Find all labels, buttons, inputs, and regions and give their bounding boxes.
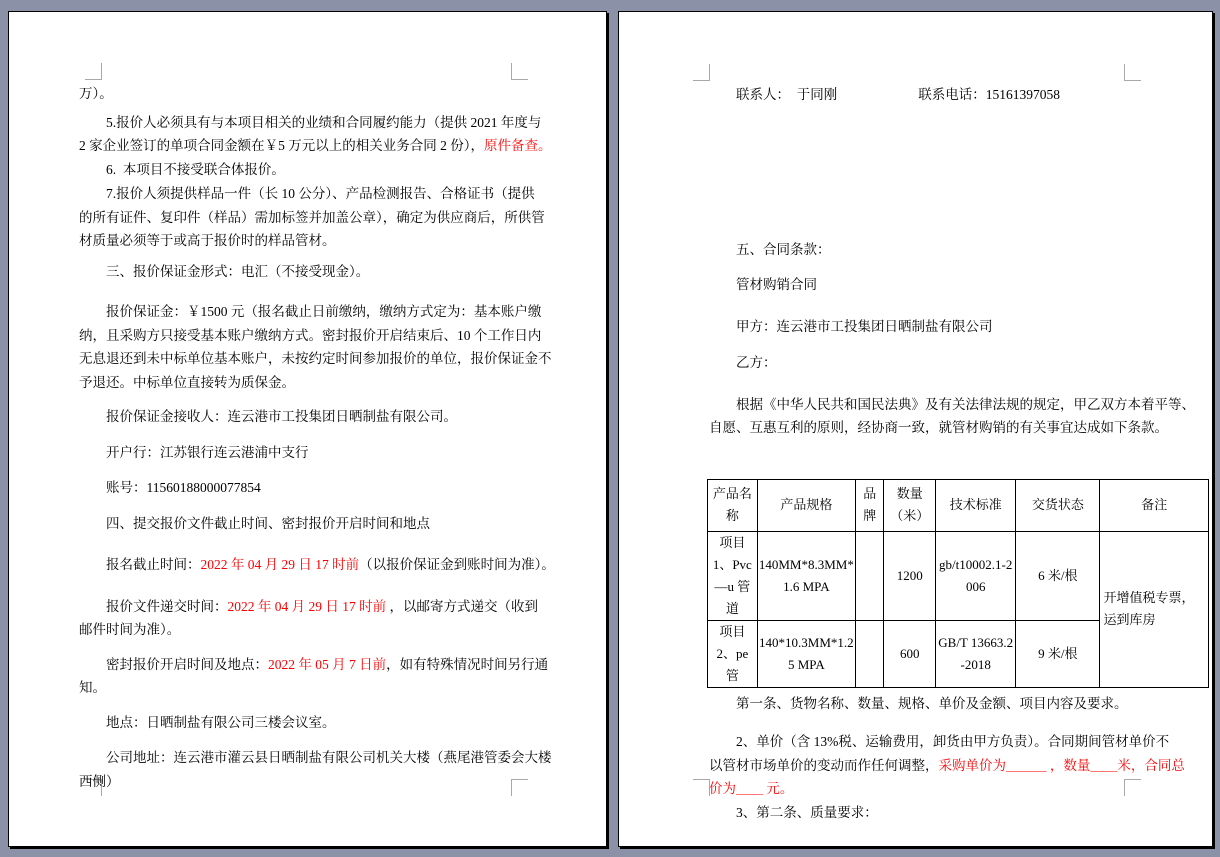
- text-line: [79, 512, 539, 536]
- table-cell: GB/T 13663.2-2018: [936, 620, 1016, 687]
- document-page-2: [618, 11, 1213, 847]
- text-line: [79, 618, 539, 642]
- paragraph: [79, 260, 539, 284]
- paragraph: [79, 553, 555, 577]
- text-run: 地点：日晒制盐有限公司三楼会议室。: [79, 714, 336, 730]
- text-run: ，如有特殊情况时间另行通: [386, 656, 549, 672]
- paragraph: [79, 405, 539, 429]
- text-run: 7.报价人须提供样品一件（长 10 公分）、产品检测报告、合格证书（提供: [79, 186, 535, 201]
- text-line: [79, 347, 552, 371]
- paragraph: [709, 273, 1149, 297]
- text-line: [709, 730, 1170, 754]
- paragraph: [79, 711, 539, 735]
- text-run: 西侧）: [79, 773, 120, 789]
- margin-crop-mark: [85, 63, 102, 80]
- highlighted-red-text: 2022 年 04 月 29 日 17 时前: [200, 557, 360, 572]
- margin-crop-mark: [511, 63, 528, 80]
- paragraph: [79, 512, 539, 536]
- text-run: 予退还。中标单位直接转为质保金。: [79, 374, 295, 390]
- paragraph: [79, 158, 539, 182]
- margin-crop-mark: [1124, 64, 1141, 81]
- text-line: [709, 273, 1149, 297]
- table-cell: 140*10.3MM*1.25 MPA: [757, 620, 855, 687]
- paragraph: [709, 393, 1195, 440]
- text-line: [79, 206, 545, 230]
- text-run: 纳，且采购方只接受基本账户缴纳方式。密封报价开启结束后、10 个工作日内: [79, 327, 542, 343]
- paragraph: [79, 476, 539, 500]
- text-line: [79, 746, 552, 770]
- text-run: 无息退还到未中标单位基本账户，未按约定时间参加报价的单位，报价保证金不: [79, 351, 552, 366]
- paragraph: [79, 300, 552, 394]
- table-header-cell: 产品规格: [757, 479, 855, 531]
- text-run: 邮件时间为准）。: [79, 622, 181, 637]
- text-line: [709, 692, 1149, 716]
- text-line: [79, 182, 539, 206]
- text-line: [709, 238, 1149, 262]
- text-run: 报价文件递交时间：: [79, 598, 228, 614]
- paragraph: [79, 595, 539, 642]
- text-run: 乙方：: [709, 355, 777, 370]
- table-cell: 项目 1、Pvc—u 管道: [708, 531, 758, 620]
- text-line: [709, 777, 1149, 801]
- text-run: 三、报价保证金形式：电汇（不接受现金）。: [79, 263, 370, 279]
- text-run: 根据《中华人民共和国民法典》及有关法律法规的规定，甲乙双方本着平等、: [709, 396, 1195, 412]
- text-run: 3、第二条、质量要求：: [709, 804, 878, 820]
- page-1-text: [79, 82, 555, 793]
- text-run: ，以邮寄方式递交（收到: [386, 598, 538, 614]
- text-line: [79, 653, 549, 677]
- paragraph: [79, 653, 549, 700]
- text-line: [79, 441, 539, 465]
- text-run: 报名截止时间：: [79, 557, 201, 572]
- highlighted-red-text: 采购单价为＿＿＿ ，数量＿＿米，合同总: [938, 757, 1185, 773]
- text-run: 报价保证金接收人：连云港市工投集团日晒制盐有限公司。: [79, 409, 457, 424]
- text-line: [79, 711, 539, 735]
- text-line: [79, 300, 542, 324]
- text-line: [79, 676, 539, 700]
- text-run: 四、提交报价文件截止时间、密封报价开启时间和地点: [79, 515, 430, 531]
- text-run: 报价保证金：￥1500 元（报名截止日前缴纳，缴纳方式定为：基本账户缴: [79, 304, 542, 319]
- table-cell: 140MM*8.3MM*1.6 MPA: [757, 531, 855, 620]
- text-run: 知。: [79, 680, 106, 695]
- text-run: 公司地址：连云港市灌云县日晒制盐有限公司机关大楼（燕尾港管委会大楼: [79, 750, 552, 765]
- text-line: [79, 595, 539, 619]
- products-table: [707, 479, 1209, 688]
- text-line: [79, 770, 539, 794]
- text-line: [79, 229, 539, 253]
- text-line: [709, 351, 1149, 375]
- paragraph: [79, 746, 552, 793]
- text-line: [79, 405, 539, 429]
- table-cell: 项目 2、pe 管: [708, 620, 758, 687]
- table-cell: 9 米/根: [1016, 620, 1100, 687]
- text-run: 第一条、货物名称、数量、规格、单价及金额、项目内容及要求。: [709, 695, 1128, 711]
- text-run: 2、单价（含 13%税、运输费用，卸货由甲方负责）。合同期间管材单价不: [709, 734, 1170, 749]
- table-cell: [856, 531, 884, 620]
- margin-crop-mark: [693, 64, 710, 81]
- text-line: [79, 111, 542, 135]
- table-cell: 1200: [884, 531, 936, 620]
- highlighted-red-text: 价为＿＿ 元。: [709, 781, 794, 796]
- paragraph: [709, 801, 1149, 825]
- text-line: [709, 754, 1185, 778]
- paragraph: [709, 83, 1149, 107]
- text-line: [79, 82, 539, 106]
- table-header-cell: 技术标准: [936, 479, 1016, 531]
- text-run: 的所有证件、复印件（样品）需加标签并加盖公章），确定为供应商后，所供管: [79, 209, 545, 225]
- highlighted-red-text: 原件备查。: [484, 138, 552, 153]
- table-header-cell: 品牌: [856, 479, 884, 531]
- paragraph: [79, 111, 552, 158]
- text-run: 万）。: [79, 86, 113, 101]
- text-line: [79, 371, 539, 395]
- table-remark-cell: 开增值税专票，运到库房: [1100, 531, 1209, 687]
- text-line: [79, 158, 539, 182]
- text-run: 自愿、互惠互利的原则，经协商一致，就管材购销的有关事宜达成如下条款。: [709, 420, 1168, 435]
- table-header-cell: 备注: [1100, 479, 1209, 531]
- text-line: [709, 416, 1168, 440]
- text-line: [79, 553, 555, 577]
- text-run: 甲方：连云港市工投集团日晒制盐有限公司: [709, 318, 993, 334]
- margin-crop-mark: [693, 779, 710, 796]
- table-cell: 6 米/根: [1016, 531, 1100, 620]
- text-line: [709, 801, 1149, 825]
- paragraph: [709, 692, 1149, 716]
- text-line: [709, 393, 1195, 417]
- text-line: [79, 260, 539, 284]
- text-run: 2 家企业签订的单项合同金额在￥5 万元以上的相关业务合同 2 份），: [79, 138, 484, 153]
- text-run: 5.报价人必须具有与本项目相关的业绩和合同履约能力（提供 2021 年度与: [79, 114, 542, 130]
- text-line: [79, 324, 542, 348]
- text-run: 五、合同条款：: [709, 241, 831, 257]
- table-header-row: [708, 479, 1209, 531]
- table-cell: gb/t10002.1-2006: [936, 531, 1016, 620]
- table-cell: 600: [884, 620, 936, 687]
- paragraph: [79, 182, 545, 253]
- text-run: 管材购销合同: [709, 277, 817, 292]
- text-line: [79, 476, 539, 500]
- table-row: [708, 531, 1209, 620]
- table-header-cell: 数量（米）: [884, 479, 936, 531]
- text-run: 开户行：江苏银行连云港浦中支行: [79, 444, 309, 460]
- paragraph: [709, 238, 1149, 262]
- paragraph: [709, 730, 1185, 801]
- table-cell: [856, 620, 884, 687]
- page-2-text: [709, 83, 1195, 824]
- text-line: [709, 315, 1149, 339]
- text-line: [79, 134, 552, 158]
- paragraph: [709, 315, 1149, 339]
- table-header-cell: 产品名称: [708, 479, 758, 531]
- text-run: （以报价保证金到账时间为准）。: [359, 557, 555, 572]
- text-run: 联系人： 于同刚 联系电话：15161397058: [709, 87, 1060, 102]
- paragraph: [79, 82, 539, 106]
- text-run: 6. 本项目不接受联合体报价。: [79, 161, 285, 177]
- document-page-1: [8, 11, 607, 847]
- text-run: 账号：11560188000077854: [79, 480, 261, 495]
- paragraph: [79, 441, 539, 465]
- table-header-cell: 交货状态: [1016, 479, 1100, 531]
- highlighted-red-text: 2022 年 04 月 29 日 17 时前: [227, 598, 387, 614]
- highlighted-red-text: 2022 年 05 月 7 日前: [268, 656, 387, 672]
- paragraph: [709, 351, 1149, 375]
- text-run: 以管材市场单价的变动而作任何调整，: [709, 757, 939, 773]
- text-run: 密封报价开启时间及地点：: [79, 656, 268, 672]
- text-line: [709, 83, 1149, 107]
- text-run: 材质量必须等于或高于报价时的样品管材。: [79, 233, 336, 248]
